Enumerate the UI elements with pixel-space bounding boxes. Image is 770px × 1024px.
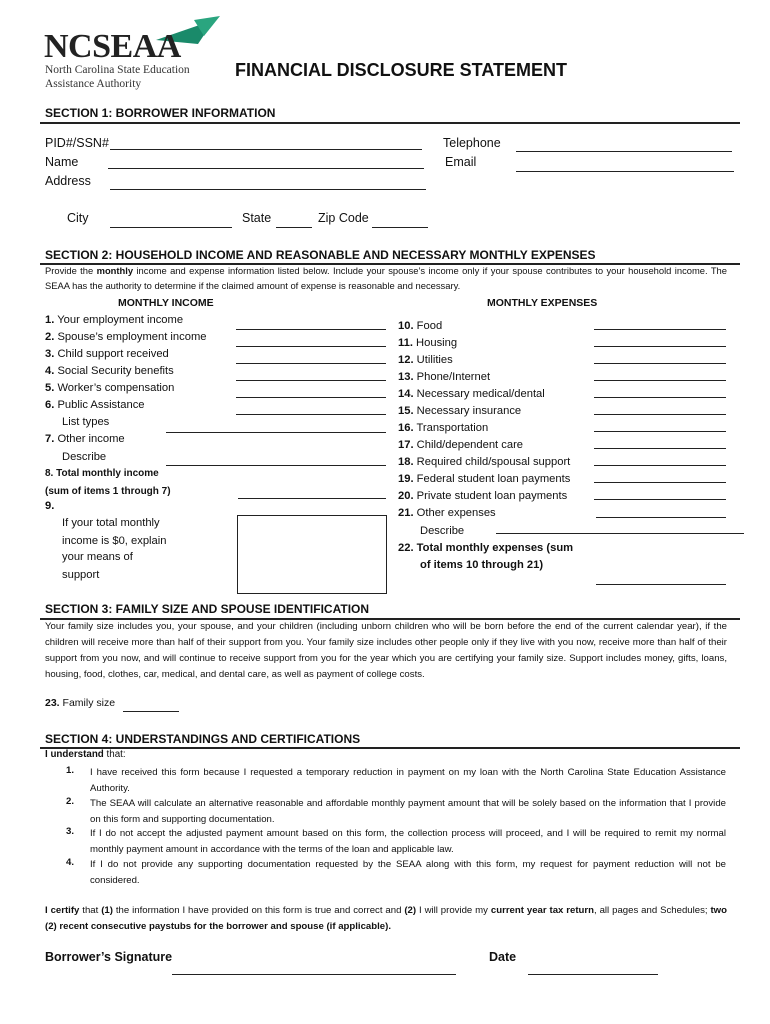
other-expenses-describe-field[interactable]	[496, 533, 744, 534]
expenses-header: MONTHLY EXPENSES	[487, 297, 598, 309]
pid-label: PID#/SSN#	[45, 136, 109, 150]
section1-heading: SECTION 1: BORROWER INFORMATION	[45, 106, 276, 120]
list-types-field[interactable]	[166, 432, 386, 433]
understand-line: I understand that:	[45, 749, 126, 760]
zero-income-explanation-box[interactable]	[237, 515, 387, 594]
income-item: 6. Public Assistance	[45, 399, 145, 411]
name-label: Name	[45, 155, 79, 169]
expense-item: 15. Necessary insurance	[398, 405, 522, 417]
city-field[interactable]	[110, 227, 232, 228]
other-expenses-describe-label: Describe	[420, 525, 465, 537]
income-item: 2. Spouse’s employment income	[45, 331, 207, 343]
other-expenses-field[interactable]	[596, 517, 726, 518]
expense-amount-field[interactable]	[594, 448, 726, 449]
income-item: 5. Worker’s compensation	[45, 382, 175, 394]
expense-amount-field[interactable]	[594, 380, 726, 381]
expense-item: 11. Housing	[398, 337, 458, 349]
understand-4-number: 4.	[66, 857, 75, 868]
understand-1-number: 1.	[66, 765, 75, 776]
logo	[44, 14, 224, 94]
section3-heading: SECTION 3: FAMILY SIZE AND SPOUSE IDENTIFICATION	[45, 602, 370, 616]
understand-3-number: 3.	[66, 826, 75, 837]
date-field[interactable]	[528, 974, 658, 975]
telephone-field[interactable]	[516, 151, 732, 152]
income-amount-field[interactable]	[236, 346, 386, 347]
email-field[interactable]	[516, 171, 734, 172]
income-amount-field[interactable]	[236, 363, 386, 364]
other-expenses-item: 21. Other expenses	[398, 507, 496, 519]
list-types-label: List types	[62, 416, 110, 428]
state-label: State	[242, 211, 272, 225]
expense-item: 16. Transportation	[398, 422, 489, 434]
section4-heading: SECTION 4: UNDERSTANDINGS AND CERTIFICATIONS	[45, 732, 361, 746]
expense-item: 17. Child/dependent care	[398, 439, 524, 451]
expense-amount-field[interactable]	[594, 363, 726, 364]
family-size-field[interactable]	[123, 711, 179, 712]
address-label: Address	[45, 174, 91, 188]
signature-label: Borrower’s Signature	[45, 950, 173, 964]
date-label: Date	[489, 950, 517, 964]
section2-intro: Provide the monthly income and expense information listed below. Include your spouse’s income only if your spouse contributes to your household income. The SEAA has the authority to determine if the claimed amount of expense is reasonable and necessary.	[45, 265, 727, 291]
other-income-describe-field[interactable]	[166, 465, 386, 466]
expense-amount-field[interactable]	[594, 346, 726, 347]
logo-wordmark: NCSEAA	[44, 28, 181, 65]
total-expenses-label-1: 22. Total monthly expenses (sum	[398, 542, 574, 554]
understand-2-number: 2.	[66, 796, 75, 807]
certification-text: I certify that (1) the information I have provided on this form is true and correct and (2) I will provide my current year tax return, all pages and Schedules; two (2) recent consecutive paystubs for the borrower and spouse (if applicable).	[45, 905, 727, 932]
expense-item: 10. Food	[398, 320, 443, 332]
income-amount-field[interactable]	[236, 397, 386, 398]
income-header: MONTHLY INCOME	[118, 297, 214, 309]
total-income-field[interactable]	[238, 498, 386, 499]
item9-number: 9.	[45, 500, 55, 512]
name-field[interactable]	[108, 168, 424, 169]
logo-subtitle-1: North Carolina State Education	[45, 64, 190, 76]
logo-subtitle-2: Assistance Authority	[45, 78, 142, 90]
total-expenses-field[interactable]	[596, 584, 726, 585]
address-field[interactable]	[110, 189, 426, 190]
expense-item: 13. Phone/Internet	[398, 371, 491, 383]
section4-rule	[40, 747, 740, 749]
income-item: 3. Child support received	[45, 348, 169, 360]
expense-amount-field[interactable]	[594, 329, 726, 330]
expense-amount-field[interactable]	[594, 397, 726, 398]
zip-label: Zip Code	[318, 211, 369, 225]
income-amount-field[interactable]	[236, 329, 386, 330]
section2-heading: SECTION 2: HOUSEHOLD INCOME AND REASONABLE AND NECESSARY MONTHLY EXPENSES	[45, 248, 596, 262]
email-label: Email	[445, 155, 477, 169]
page-title: FINANCIAL DISCLOSURE STATEMENT	[235, 60, 567, 80]
understand-2-text: The SEAA will calculate an alternative reasonable and affordable monthly payment amount that will be solely based on the information that I provide on this form and supporting documentation.	[90, 798, 726, 825]
total-income-label-2: (sum of items 1 through 7)	[45, 486, 171, 497]
expense-amount-field[interactable]	[594, 465, 726, 466]
signature-field[interactable]	[172, 974, 456, 975]
expense-amount-field[interactable]	[594, 414, 726, 415]
pid-field[interactable]	[110, 149, 422, 150]
understand-1-text: I have received this form because I requested a temporary reduction in payment on my loan with the North Carolina State Education Assistance Authority.	[90, 767, 726, 794]
expense-amount-field[interactable]	[594, 482, 726, 483]
expense-item: 20. Private student loan payments	[398, 490, 568, 502]
family-size-item: 23. Family size	[45, 697, 116, 709]
expense-item: 14. Necessary medical/dental	[398, 388, 545, 400]
expense-amount-field[interactable]	[594, 431, 726, 432]
other-income-item: 7. Other income	[45, 433, 125, 445]
other-income-describe-label: Describe	[62, 451, 107, 463]
total-income-label-1: 8. Total monthly income	[45, 468, 159, 479]
telephone-label: Telephone	[443, 136, 501, 150]
section3-text: Your family size includes you, your spouse, and your children (including unborn children who will be born before the end of the current calendar year), if the children will receive more than half of their support from you. Your family size includes other people only if they live with you now, receive more than half of their support from you now, and will continue to receive support from you for the year which you are certifying your family size. Support includes money, gifts, loans, housing, food, clothes, car, medical, and dental care, as well as payment of college costs.	[45, 621, 727, 680]
income-amount-field[interactable]	[236, 414, 386, 415]
expense-item: 19. Federal student loan payments	[398, 473, 571, 485]
zip-field[interactable]	[372, 227, 428, 228]
expense-item: 18. Required child/spousal support	[398, 456, 571, 468]
section1-rule	[40, 122, 740, 124]
expense-amount-field[interactable]	[594, 499, 726, 500]
understand-3-text: If I do not accept the adjusted payment amount based on this form, the collection process will proceed, and I will be required to remit my normal monthly payment amount in accordance with the terms of the loan and applicable law.	[90, 828, 726, 855]
expense-item: 12. Utilities	[398, 354, 453, 366]
income-item: 1. Your employment income	[45, 314, 184, 326]
income-amount-field[interactable]	[236, 380, 386, 381]
income-item: 4. Social Security benefits	[45, 365, 174, 377]
total-expenses-label-2: of items 10 through 21)	[420, 559, 544, 571]
state-field[interactable]	[276, 227, 312, 228]
city-label: City	[67, 211, 89, 225]
understand-4-text: If I do not provide any supporting documentation requested by the SEAA along with this form, my request for payment reduction will not be considered.	[90, 859, 726, 886]
